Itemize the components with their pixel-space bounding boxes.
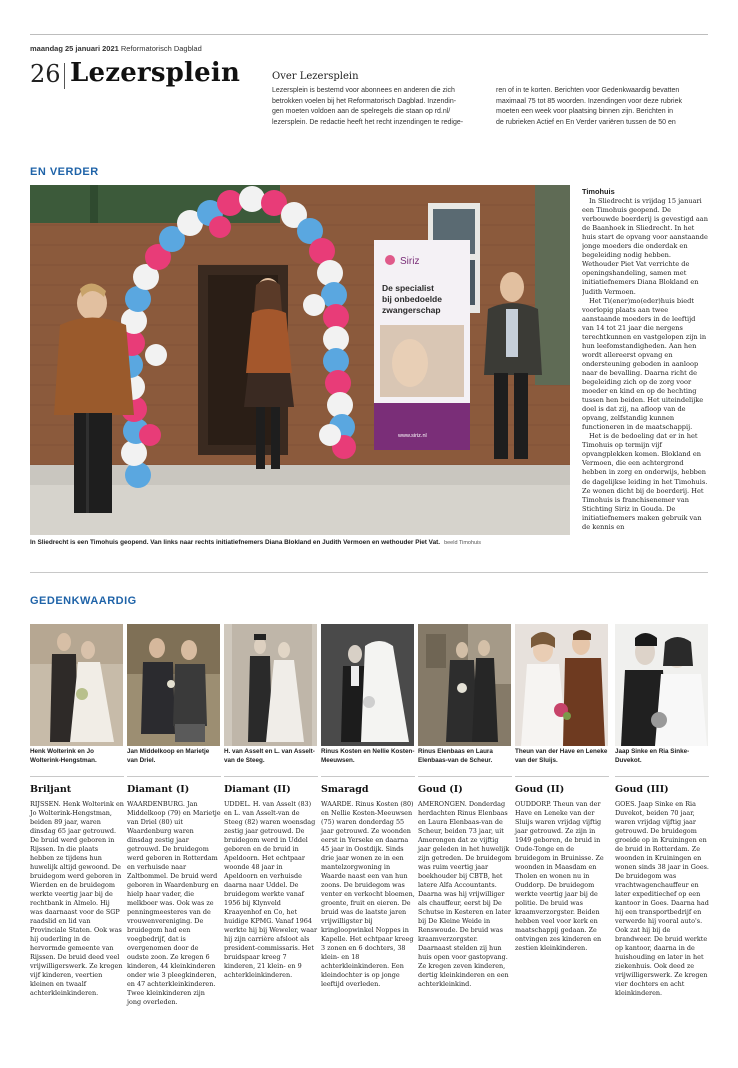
column-rule xyxy=(224,776,318,777)
couple-caption: Jan Middelkoop en Marietje van Driel. xyxy=(127,748,210,764)
article-timohuis xyxy=(582,187,708,544)
section-heading-en-verder: EN VERDER xyxy=(30,166,99,178)
photo-credit: beeld Timohuis xyxy=(444,540,482,546)
intro-line: ren of in te korten. Berichten voor Gedenkwaardig bevatten xyxy=(496,87,680,94)
main-photo-caption xyxy=(30,539,570,546)
intro-title: Over Lezersplein xyxy=(272,71,359,82)
column-rule xyxy=(30,776,124,777)
banner-line-3: zwangerschap xyxy=(382,305,441,315)
banner-line-1: De specialist xyxy=(382,283,434,293)
anniversary-type: Diamant (II) xyxy=(224,784,291,795)
couple-caption: Rinus Elenbaas en Laura Elenbaas-van de Scheur. xyxy=(418,748,493,764)
caption-text: In Sliedrecht is een Timohuis geopend. Van links naar rechts initiatiefnemers Diana Blokland en Judith Vermoen en wethouder Piet Vat. xyxy=(30,539,441,546)
main-photo-illustration xyxy=(30,185,570,535)
anniversary-text: WAARDE. Rinus Kosten (80) en Nellie Kosten-Meeuwsen (75) waren donderdag 55 jaar getrouwd. Ze woonden eerst in Yerseke en daarna 45 jaar in Oostdijk. Sinds drie jaar wonen ze in een mantelzorgwoning in Waarde naast een van hun zoons. De bruidegom was venter en verkocht bloemen, groente, fruit en eieren. De bruid was de laatste jaren vrijwilligster bij kringloopwinkel Noppes in Kapelle. Het echtpaar kreeg 3 zonen en 6 dochters, 38 klein- en 18 achterkleinkinderen. Een kleindochter is op jonge leeftijd overleden. xyxy=(321,800,415,988)
article-paragraph: Het is de bedoeling dat er in het Timohuis op termijn vijf opvangplekken komen. Blokland en Vermoen, die een achtergrond hebben in zorg en onderwijs, hebben de dagelijkse leiding in het Timohuis. Ze wonen dicht bij de boerderij. Het Timohuis is franchisenemer van Stichting Siriz in Gouda. De initiatiefnemers maken gebruik van de kennis en xyxy=(582,432,708,531)
intro-line: betrokken voelen bij het Reformatorisch Dagblad. Inzendin- xyxy=(272,97,457,105)
column-rule xyxy=(615,776,709,777)
anniversary-text: RIJSSEN. Henk Wolterink en Jo Wolterink-Hengstman, beiden 89 jaar, waren dinsdag 65 jaar getrouwd. De bruid werd geboren in Rijssen. In die plaats hebben ze tijdens hun huwelijk altijd gewoond. De bruidegom werd geboren in Wierden en de bruidegom werkte veertig jaar bij de rechtbank in Almelo. Hij was daarnaast voor de SGP raadslid en lid van Provinciale Staten. Ook was hij ouderling in de hervormde gemeente van Rijssen. De bruid deed veel vrijwilligerswerk. Ze kregen vijf kinderen, veertien kleinen en twaalf achterkleinkinderen. xyxy=(30,800,124,997)
anniversary-type: Goud (II) xyxy=(515,784,565,795)
column-rule xyxy=(418,776,512,777)
banner-line-2: bij onbedoelde xyxy=(382,294,442,304)
anniversary-type: Goud (I) xyxy=(418,784,463,795)
top-rule xyxy=(30,34,708,35)
anniversary-text: OUDDORP. Theun van der Have en Leneke van der Sluijs waren vrijdag vijftig jaar getrouwd. Ze zijn in 1949 geboren, de bruid in Oude-Tonge en de bruidegom in Bruinisse. Ze woonden in Maasdam en Tholen en wonen nu in Ouddorp. De bruidegom werkte veertig jaar bij de politie. De bruid was kraamverzorgster. Beiden hebben veel voor kerk en maatschappij gedaan. Ze ontvingen zes kinderen en zestien kleinkinderen. xyxy=(515,800,604,952)
intro-line: lezersplein. De redactie heeft het recht inzendingen te redige- xyxy=(272,118,464,126)
couple-photo xyxy=(515,624,608,746)
couple-caption: Rinus Kosten en Nellie Kosten-Meeuwsen. xyxy=(321,748,415,764)
couple-photo xyxy=(224,624,317,746)
date: maandag 25 januari 2021 xyxy=(30,44,119,53)
couple-photo xyxy=(30,624,123,746)
banner-brand: Siriz xyxy=(400,256,420,267)
column-rule xyxy=(127,776,221,777)
section-divider xyxy=(30,572,708,573)
main-photo xyxy=(30,185,570,535)
couple-photo xyxy=(615,624,708,746)
anniversary-text: AMERONGEN. Donderdag herdachten Rinus Elenbaas en Laura Elenbaas-van de Scheur, beiden 73 jaar, uit Amerongen dat ze vijftig jaar geleden in het huwelijk zijn getreden. De bruidegom was ruim veertig jaar boekhouder bij CBTB, het latere Alfa Accountants. Daarna was hij vrijwilliger als chauffeur, eerst bij De Schutse in Kesteren en later bij De Kleine Weide in Renswoude. De bruid was kraamverzorgster. Daarnaast stelden zij hun huis open voor gastopvang. Ze kregen zeven kinderen, dertig kleinkinderen en een achterkleinkind. xyxy=(418,800,512,988)
anniversary-type: Goud (III) xyxy=(615,784,669,795)
article-title: Timohuis xyxy=(582,187,615,196)
intro-line: de rubrieken Actief en En Verder variëren tussen de 50 en xyxy=(496,118,676,126)
paper-name: Reformatorisch Dagblad xyxy=(120,44,202,53)
column-rule xyxy=(321,776,415,777)
intro-line: moeten een week voor plaatsing binnen zijn. Berichten in xyxy=(496,108,674,115)
intro-line: maximaal 75 tot 85 woorden. Inzendingen voor deze rubriek xyxy=(496,97,682,105)
page-number: 26 xyxy=(30,60,61,88)
couple-caption: Jaap Sinke en Ria Sinke-Duvekot. xyxy=(615,748,690,764)
intro-column-1 xyxy=(272,86,484,128)
banner-url: www.siriz.nl xyxy=(398,433,427,439)
intro-column-2 xyxy=(496,86,708,128)
anniversary-text: UDDEL. H. van Asselt (83) en L. van Asselt-van de Steeg (82) waren woensdag zestig jaar getrouwd. De bruidegom werd in Uddel geboren en de bruid in Apeldoorn. Het echtpaar woonde 48 jaar in Apeldoorn en verhuisde daarna naar Uddel. De bruidegom werkte vanaf 1956 bij Klynveld Kraayenhof en Co, het huidige KPMG. Vanaf 1964 werkte hij bij Weweler, waar hij zijn carrière afsloot als president-commissaris. Het bruidspaar kreeg 7 kinderen, 21 klein- en 9 achterkleinkinderen. xyxy=(224,800,318,979)
couple-photo xyxy=(418,624,511,746)
anniversary-text: WAARDENBURG. Jan Middelkoop (79) en Marietje van Driel (80) uit Waardenburg waren dinsdag zestig jaar getrouwd. De bruidegom werd geboren in Rotterdam en verhuisde naar Zaltbommel. De bruid werd geboren in Waardenburg en hielp haar vader, die melkboer was. Ook was ze penningmeesteres van de vrouwenvereniging. De bruidegom had een voegbedrijf, dat is overgenomen door de oudste zoon. Ze kregen 6 kinderen, 44 kleinkinderen onder wie 3 pleegkinderen, en 47 achterkleinkinderen. Twee kleinkinderen zijn jong overleden. xyxy=(127,800,221,1006)
dateline xyxy=(30,44,202,53)
article-paragraph: In Sliedrecht is vrijdag 15 januari een Timohuis geopend. De verbouwde boerderij is gevestigd aan de Baanhoek in Sliedrecht. In het huis start de opvang voor aanstaande jonge moeders die onderdak en begeleiding nodig hebben. Wethouder Piet Vat verrichte de openingshandeling, samen met initiatiefnemers Diana Blokland en Judith Vermoen. xyxy=(582,197,708,296)
couple-caption: Theun van der Have en Leneke van der Sluijs. xyxy=(515,748,608,764)
intro-line: gen moeten voldoen aan de spelregels die staan op rd.nl/ xyxy=(272,108,451,115)
page-number-separator xyxy=(64,63,65,89)
anniversary-type: Smaragd xyxy=(321,784,369,795)
couples-photo-gallery xyxy=(30,624,708,746)
anniversary-text: GOES. Jaap Sinke en Ria Duvekot, beiden 70 jaar, waren vrijdag vijftig jaar getrouwd. De bruidegom groeide op in Kruiningen en de bruid in Rotterdam. Ze woonden in Kruiningen en wonen sinds 38 jaar in Goes. De bruidegom was vrachtwagenchauffeur en later expeditiechef op een kantoor in Goes. Daarna had hij een transportbedrijf en verwerde hij vooral auto's. Ook zat hij bij de brandweer. De bruid werkte op kantoor, daarna in de huishouding en later in het ziekenhuis. Ook deed ze vrijwilligerswerk. Ze kregen vier dochters en acht kleinkinderen. xyxy=(615,800,709,997)
couple-caption: H. van Asselt en L. van Asselt-van de Steeg. xyxy=(224,748,315,764)
intro-line: Lezersplein is bestemd voor abonnees en anderen die zich xyxy=(272,87,455,94)
article-paragraph: Het Ti(ener)mo(eder)huis biedt voorlopig plaats aan twee aanstaande moeders in de leeftijd van 14 tot 21 jaar die nergens terechtkunnen en vastgelopen zijn in hun leefomstandigheden. Aan hen wordt allereerst opvang en ondersteuning geboden in aanloop naar de bevalling. Daarna richt de begeleiding zich op de zorg voor moeder en kind en op de hechting tussen hen beiden. Het uiteindelijke doel is dat zij, na afloop van de opvang, zelfstandig kunnen functioneren in de maatschappij. xyxy=(582,296,707,432)
anniversary-type: Diamant (I) xyxy=(127,784,190,795)
anniversary-type: Briljant xyxy=(30,784,72,795)
couple-photo xyxy=(127,624,220,746)
column-rule xyxy=(515,776,609,777)
couple-caption: Henk Wolterink en Jo Wolterink-Hengstman. xyxy=(30,748,97,764)
page-title: Lezersplein xyxy=(70,58,241,88)
section-heading-gedenkwaardig: GEDENKWAARDIG xyxy=(30,595,137,607)
couple-photo xyxy=(321,624,414,746)
